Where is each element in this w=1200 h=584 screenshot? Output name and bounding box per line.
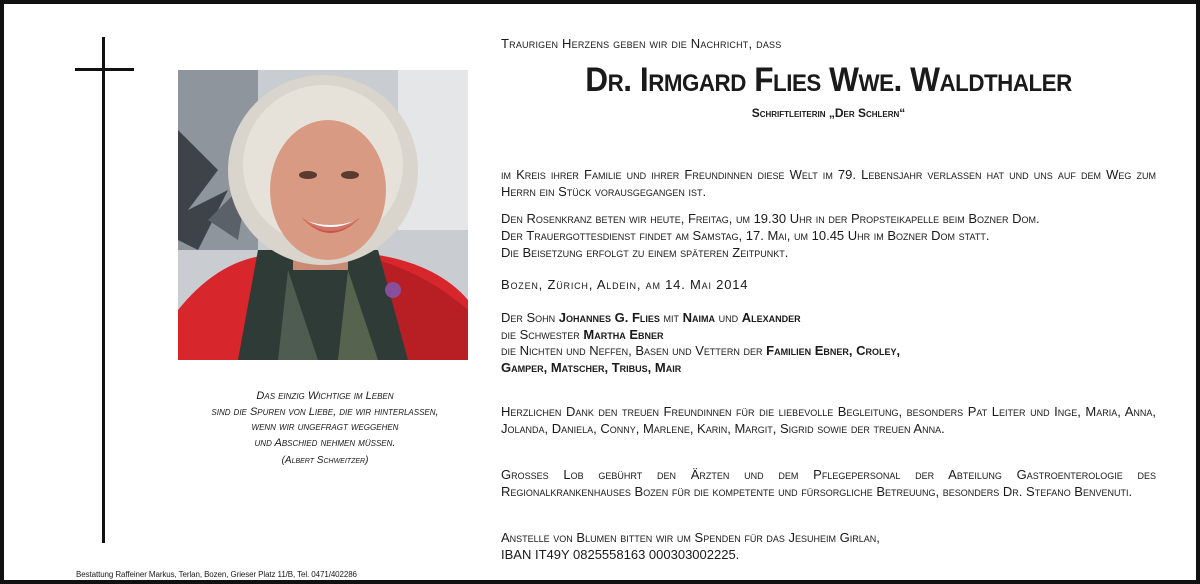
undertaker-info: Bestattung Raffeiner Markus, Terlan, Bozen, Grieser Platz 11/B, Tel. 0471/402286 xyxy=(76,570,357,579)
burial-line: Die Beisetzung erfolgt zu einem späteren Zeitpunkt. xyxy=(501,245,789,260)
quote-block xyxy=(178,389,472,469)
quote-line: sind die Spuren von Liebe, die wir hinterlassen, xyxy=(211,405,439,418)
quote-line: und Abschied nehmen müssen. xyxy=(254,436,396,449)
place-date: Bozen, Zürich, Aldein, am 14. Mai 2014 xyxy=(501,277,749,292)
quote-line: Das einzig Wichtige im Leben xyxy=(256,390,394,402)
mourner-line: Gamper, Matscher, Tribus, Mair xyxy=(501,359,682,375)
donation-line: Anstelle von Blumen bitten wir um Spenden für das Jesuheim Girlan, xyxy=(501,530,880,545)
donation-info xyxy=(501,529,1156,563)
quote-line: wenn wir ungefragt weggehen xyxy=(251,421,399,433)
cross-icon-bar xyxy=(75,68,134,71)
service-info xyxy=(501,210,1156,261)
mourner-line: Der Sohn Johannes G. Flies mit Naima und Alexander xyxy=(501,310,801,325)
intro-line: Traurigen Herzens geben wir die Nachricht, dass xyxy=(501,36,782,51)
rosary-line: Den Rosenkranz beten wir heute, Freitag, um 19.30 Uhr in der Propsteikapelle beim Bozner Dom. xyxy=(501,211,1040,226)
portrait-illustration xyxy=(178,70,468,360)
thanks-medical: Grosses Lob gebührt den Ärzten und dem Pflegepersonal der Abteilung Gastroenterologie des Regionalkrankenhauses Bozen für die kompetente und fürsorgliche Betreuung, besonders Dr. Stefano Benvenuti. xyxy=(501,467,1156,499)
cross-icon xyxy=(102,37,105,543)
quote-author: (Albert Schweitzer) xyxy=(281,455,369,466)
portrait-photo xyxy=(178,70,468,360)
mourners-list xyxy=(501,310,1156,376)
passing-paragraph: im Kreis ihrer Familie und ihrer Freundinnen diese Welt im 79. Lebensjahr verlassen hat und uns auf dem Weg zum Herrn ein Stück vorausgegangen ist. xyxy=(501,167,1156,199)
thanks-friends: Herzlichen Dank den treuen Freundinnen für die liebevolle Begleitung, besonders Pat Leiter und Inge, Maria, Anna, Jolanda, Daniela, Conny, Marlene, Karin, Margit, Sigrid sowie der treuen Anna. xyxy=(501,404,1156,436)
deceased-name: Dr. Irmgard Flies Wwe. Waldthaler xyxy=(585,61,1072,99)
iban-line: IBAN IT49Y 0825558163 000303002225. xyxy=(501,547,740,562)
mourner-line: die Schwester Martha Ebner xyxy=(501,326,664,342)
funeral-line: Der Trauergottesdienst findet am Samstag, 17. Mai, um 10.45 Uhr im Bozner Dom statt. xyxy=(501,228,990,243)
deceased-role: Schriftleiterin „Der Schlern“ xyxy=(751,106,906,120)
notice-text xyxy=(501,36,1156,562)
mourner-line: die Nichten und Neffen, Basen und Vettern der Familien Ebner, Croley, xyxy=(501,343,901,358)
